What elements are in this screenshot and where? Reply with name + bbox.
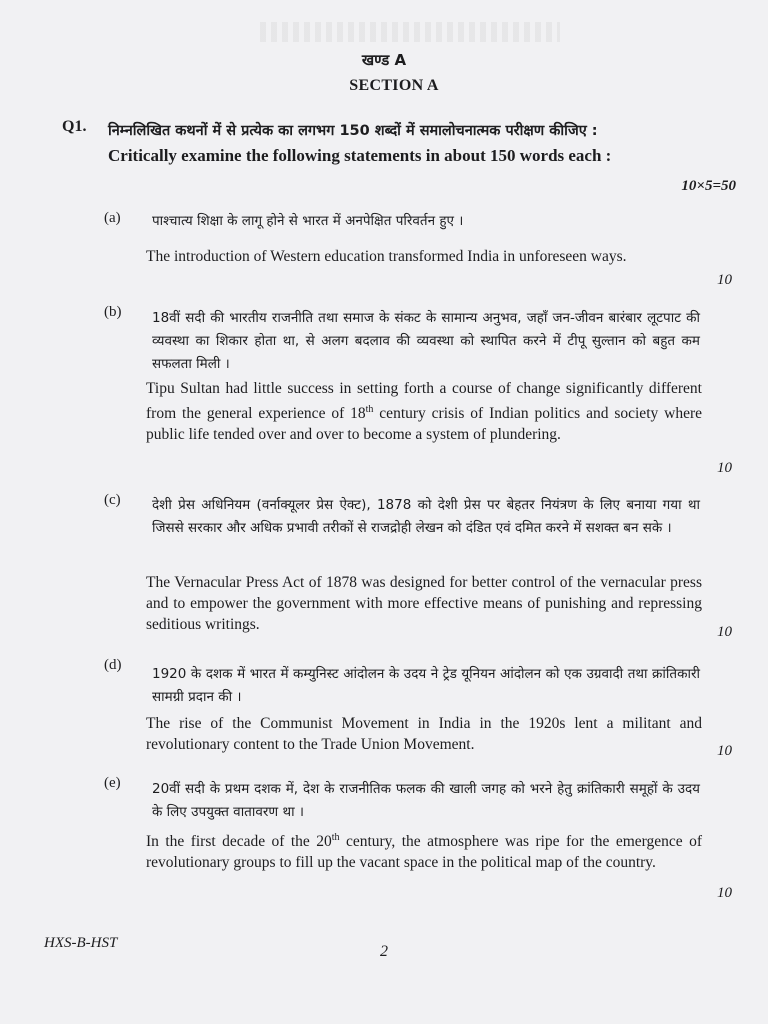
hindi-section-title: खण्ड A <box>361 51 407 69</box>
part-english-text: Tipu Sultan had little success in setting forth a course of change significantly different from the general experience of 18th century crisis of Indian politics and society where public life tended over and over to become a system of plundering. <box>146 380 702 444</box>
bleed-through-text <box>260 22 560 42</box>
part-marks: 10 <box>717 272 732 288</box>
superscript-ordinal: th <box>365 404 374 415</box>
question-number: Q1. <box>62 118 87 135</box>
question-english-text: Critically examine the following statements in about 150 words each : <box>108 146 612 165</box>
question-hindi-text: निम्नलिखित कथनों में से प्रत्येक का लगभग 150 शब्दों में समालोचनात्मक परीक्षण कीजिए : <box>108 123 598 139</box>
part-hindi-text: पाश्चात्य शिक्षा के लागू होने से भारत में अनपेक्षित परिवर्तन हुए । <box>152 213 464 229</box>
part-label: (a) <box>104 210 121 226</box>
part-label: (d) <box>104 657 122 673</box>
part-hindi-text: 18वीं सदी की भारतीय राजनीति तथा समाज के संकट के सामान्य अनुभव, जहाँ जन-जीवन बारंबार लूटपाट की व्यवस्था का शिकार होता था, से अलग बदलाव की व्यवस्था को स्थापित करने में टीपू सुल्तान को बहुत कम सफलता मिली । <box>152 310 700 372</box>
part-english-text: The Vernacular Press Act of 1878 was designed for better control of the vernacular press and to empower the government with more effective means of punishing and repressing seditious writings. <box>146 574 702 633</box>
part-label: (c) <box>104 492 121 508</box>
paper-code: HXS-B-HST <box>44 935 118 951</box>
part-marks: 10 <box>717 885 732 901</box>
part-marks: 10 <box>717 460 732 476</box>
part-english-text: The rise of the Communist Movement in India in the 1920s lent a militant and revolutionary content to the Trade Union Movement. <box>146 715 702 753</box>
part-hindi-text: 1920 के दशक में भारत में कम्युनिस्ट आंदोलन के उदय ने ट्रेड यूनियन आंदोलन को एक उग्रवादी तथा क्रांतिकारी सामग्री प्रदान की । <box>152 666 700 705</box>
part-label: (b) <box>104 304 122 320</box>
superscript-ordinal: th <box>331 832 340 843</box>
question-total-marks: 10×5=50 <box>681 178 736 194</box>
part-hindi-text: देशी प्रेस अधिनियम (वर्नाक्यूलर प्रेस ऐक्ट), 1878 को देशी प्रेस पर बेहतर नियंत्रण के लिए बनाया गया था जिससे सरकार और अधिक प्रभावी तरीकों से राजद्रोही लेखन को दंडित एवं दमित करने में सशक्त बन सके । <box>152 497 700 536</box>
part-english-text: In the first decade of the 20th century, the atmosphere was ripe for the emergence of revolutionary groups to fill up the vacant space in the political map of the country. <box>146 832 703 872</box>
page-number: 2 <box>380 943 388 960</box>
section-title: SECTION A <box>349 77 439 94</box>
part-english-text: The introduction of Western education transformed India in unforeseen ways. <box>146 248 627 265</box>
part-label: (e) <box>104 775 121 791</box>
part-marks: 10 <box>717 624 732 640</box>
part-hindi-text: 20वीं सदी के प्रथम दशक में, देश के राजनीतिक फलक की खाली जगह को भरने हेतु क्रांतिकारी समूहों के उदय के लिए उपयुक्त वातावरण था । <box>152 781 700 820</box>
part-marks: 10 <box>717 743 732 759</box>
